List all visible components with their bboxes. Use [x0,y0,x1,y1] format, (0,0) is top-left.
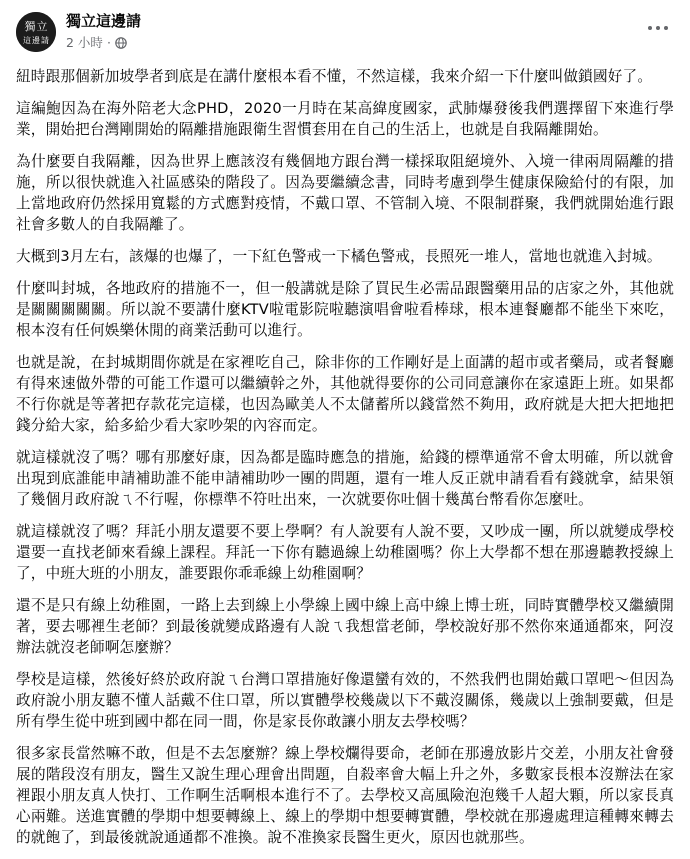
more-options-button[interactable] [644,18,672,38]
post-paragraph-7: 就這樣就沒了嗎？哪有那麼好康，因為都是臨時應急的措施，給錢的標準通常不會太明確，所以就會出現到底誰能申請補助誰不能申請補助吵一團的問題，還有一堆人反正就申請看看有錢就拿，結果領了幾個月政府說ㄟ不行喔，你標準不符吐出來，一次就要你吐個十幾萬台幣看你怎麼吐。 [16,449,674,508]
more-dot [664,26,668,30]
avatar-logo [16,12,56,52]
post-body [16,66,674,859]
post-paragraph-6: 也就是說，在封城期間你就是在家裡吃自己，除非你的工作剛好是上面講的超市或者藥局，或者餐廳有得來速做外帶的可能工作還可以繼續幹之外，其他就得要你的公司同意讓你在家遠距上班。如果都不行你就是等著把存款花完這樣，也因為歐美人不太儲蓄所以錢當然不夠用，政府就是大把大把地把錢分給大家，給多給少看大家吵架的內容而定。 [16,354,674,434]
avatar-char-3: 這 [23,36,31,45]
post-paragraph-4: 大概到3月左右，該爆的也爆了，一下紅色警戒一下橘色警戒，長照死一堆人，當地也就進入封城。 [16,248,662,265]
more-dot [648,26,652,30]
post-paragraph-9: 還不是只有線上幼稚園，一路上去到線上小學線上國中線上高中線上博士班，同時實體學校又繼續開著，要去哪裡生老師？到最後就變成路邊有人說ㄟ我想當老師，學校說好那不然你來通通都來，阿沒辦法就沒老師啊怎麼辦？ [16,597,674,656]
post-paragraph-2: 這編鮑因為在海外陪老大念PHD，2020一月時在某高緯度國家，武肺爆發後我們選擇留下來進行學業，開始把台灣剛開始的隔離措施跟衛生習慣套用在自己的生活上，也就是自我隔離開始。 [16,100,674,138]
meta-separator: · [106,35,111,50]
avatar-char-1: 獨 [24,20,36,33]
post-paragraph-8: 就這樣就沒了嗎？拜託小朋友還要不要上學啊？有人說要有人說不要，又吵成一團，所以就變成學校還要一直找老師來看線上課程。拜託一下你有聽過線上幼稚園嗎？你上大學都不想在那邊聽教授線上了，中班大班的小朋友，誰要跟你乖乖線上幼稚園啊？ [16,523,674,582]
avatar-char-5: 請 [41,36,49,45]
page-name[interactable]: 獨立這邊請 [66,12,142,30]
post-header [0,0,690,62]
post-timestamp[interactable]: 2 小時 [66,35,103,50]
avatar[interactable] [16,12,56,52]
post-paragraph-1: 紐時跟那個新加坡學者到底是在講什麼根本看不懂，不然這樣，我來介紹一下什麼叫做鎖國好了。 [16,68,653,85]
avatar-char-2: 立 [36,20,48,33]
post-paragraph-3: 為什麼要自我隔離，因為世界上應該沒有幾個地方跟台灣一樣採取阻絕境外、入境一律兩周隔離的措施，所以很快就進入社區感染的階段了。因為要繼續念書，同時考慮到學生健康保險給付的有限，加上當地政府仍然採用寬鬆的方式應對疫情，不戴口罩、不管制入境、不限制群聚，我們就開始進行跟社會多數人的自我隔離了。 [16,153,674,233]
post-paragraph-5: 什麼叫封城，各地政府的措施不一，但一般講就是除了買民生必需品跟醫藥用品的店家之外，其他就是關關關關關。所以說不要講什麼KTV啦電影院啦聽演唱會啦看棒球，根本連餐廳都不能坐下來吃，根本沒有任何娛樂休閒的商業活動可以進行。 [16,280,674,339]
post-paragraph-10: 學校是這樣，然後好終於政府說ㄟ台灣口罩措施好像還蠻有效的，不然我們也開始戴口罩吧～但因為政府說小朋友聽不懂人話戴不住口罩，所以實體學校幾歲以下不戴沒關係，幾歲以上強制要戴，但是所有學生從中班到國中都在同一間，你是家長你敢讓小朋友去學校嗎？ [16,671,674,730]
post-meta [66,35,127,51]
globe-icon [115,37,127,49]
avatar-char-4: 邊 [32,36,40,45]
more-dot [656,26,660,30]
post-paragraph-11: 很多家長當然嘛不敢，但是不去怎麼辦？線上學校爛得要命，老師在那邊放影片交差，小朋友社會發展的階段沒有朋友，醫生又說生理心理會出問題，自殺率會大幅上升之外，多數家長根本沒辦法在家裡跟小朋友真人快打、工作啊生活啊根本進行不了。去學校又高風險泡泡幾千人超大顆，所以家長真心兩難。送進實體的學期中想要轉線上、線上的學期中想要轉實體，學校就在那邊處理這種轉來轉去的就飽了，到最後就說通通都不准換。說不准換家長醫生更火，原因也就那些。 [16,745,674,846]
